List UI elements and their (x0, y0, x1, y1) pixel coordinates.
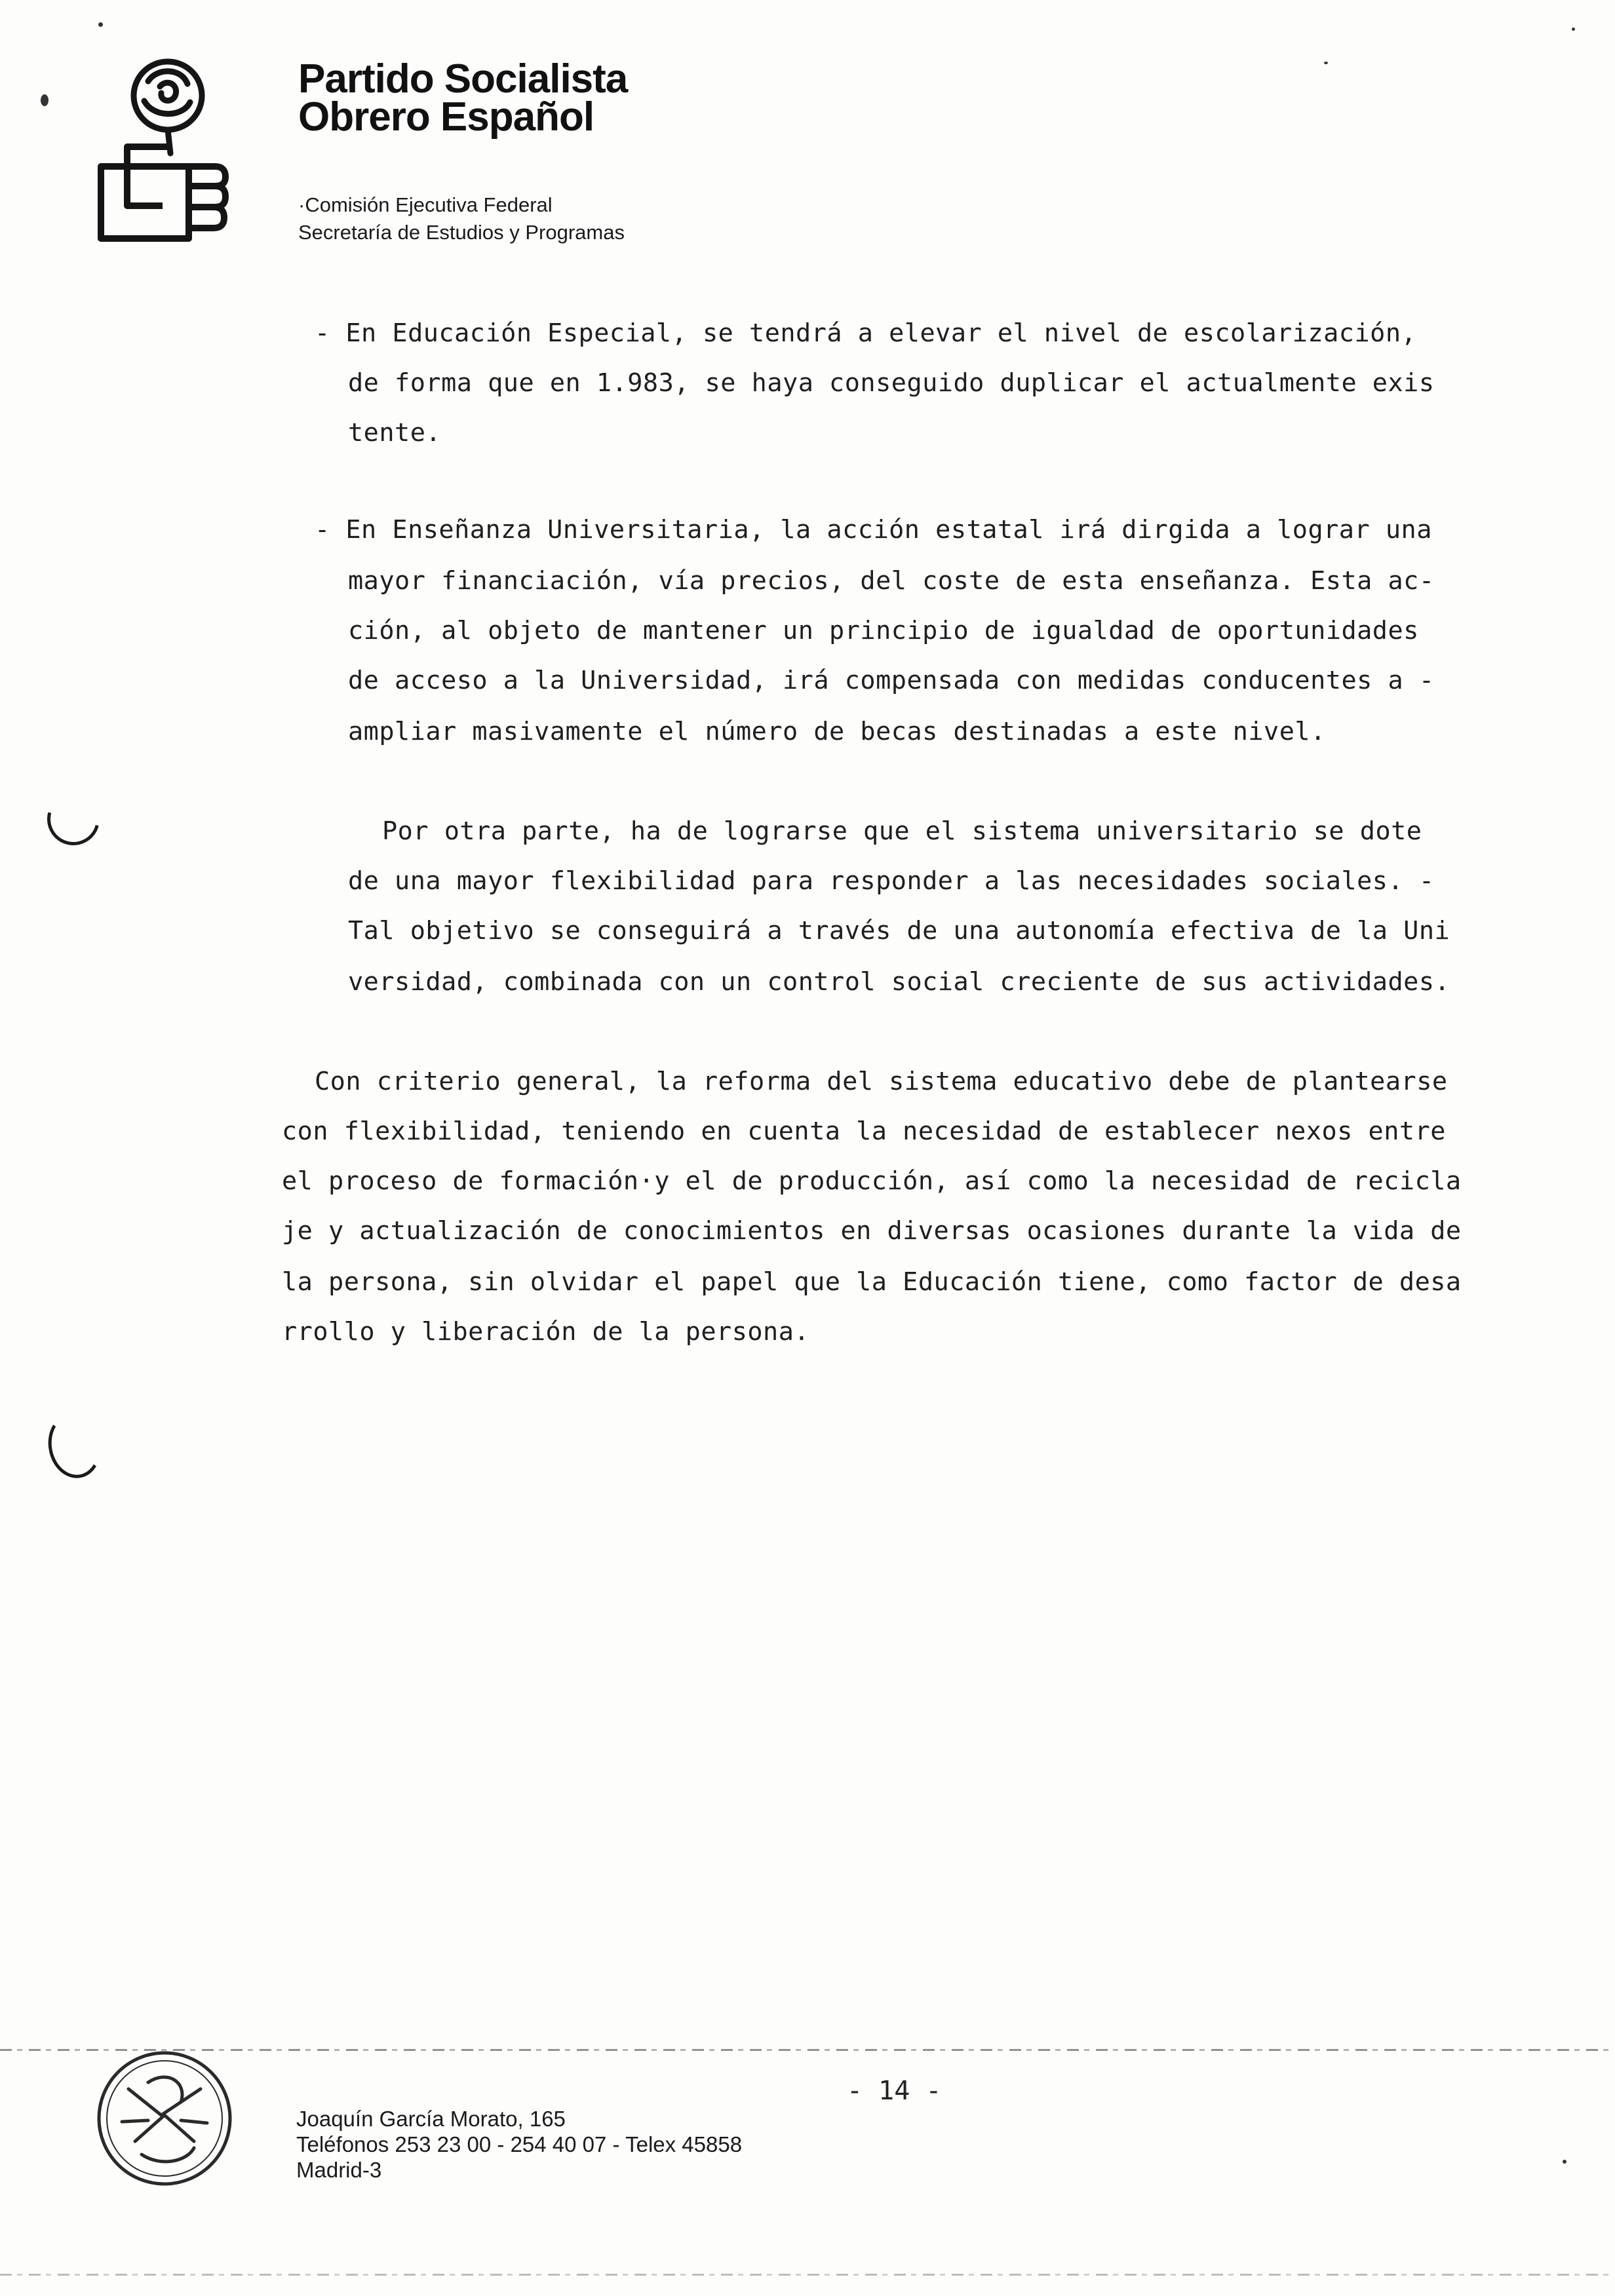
text-line: con flexibilidad, teniendo en cuenta la necesidad de establecer nexos entre (282, 1117, 1446, 1146)
text-line: la persona, sin olvidar el papel que la Educación tiene, como factor de desa (282, 1267, 1462, 1297)
text-line: de forma que en 1.983, se haya conseguido duplicar el actualmente exis (348, 368, 1435, 398)
scan-speck (98, 22, 103, 27)
scan-speck (1324, 62, 1328, 64)
address-line3: Madrid-3 (296, 2158, 382, 2182)
scan-speck (41, 94, 49, 106)
scan-mark (43, 1409, 106, 1482)
committee-line2: Secretaría de Estudios y Programas (298, 221, 625, 244)
scan-speck (1572, 28, 1575, 31)
text-line: versidad, combinada con un control social creciente de sus actividades. (348, 967, 1450, 997)
text-line: tente. (348, 418, 442, 448)
text-line: ción, al objeto de mantener un principio de igualdad de oportunidades (348, 616, 1419, 645)
text-line: rrollo y liberación de la persona. (282, 1317, 810, 1347)
text-line: - En Enseñanza Universitaria, la acción estatal irá dirgida a lograr una (315, 515, 1432, 545)
address-line2: Teléfonos 253 23 00 - 254 40 07 - Telex 45858 (296, 2132, 743, 2156)
text-line: el proceso de formación·y el de producción, así como la necesidad de recicla (282, 1166, 1462, 1196)
scan-speck (1563, 2160, 1566, 2164)
text-line: de una mayor flexibilidad para responder a las necesidades sociales. - (348, 866, 1435, 896)
bottom-edge-rule (0, 2274, 1615, 2276)
party-name (298, 56, 628, 140)
text-line: Por otra parte, ha de lograrse que el sistema universitario se dote (382, 816, 1422, 846)
text-line: Tal objetivo se conseguirá a través de una autonomía efectiva de la Uni (348, 916, 1450, 946)
party-name-line2: Obrero Español (298, 94, 594, 140)
committee-line1: ·Comisión Ejecutiva Federal (298, 193, 553, 216)
page-number: - 14 - (847, 2076, 942, 2106)
party-name-line1: Partido Socialista (298, 56, 628, 102)
text-line: - En Educación Especial, se tendrá a elevar el nivel de escolarización, (315, 318, 1417, 348)
address-line1: Joaquín García Morato, 165 (296, 2107, 566, 2131)
scan-mark (37, 783, 109, 854)
footer-divider (0, 2049, 1615, 2051)
text-line: Con criterio general, la reforma del sistema educativo debe de plantearse (315, 1067, 1448, 1096)
fist-and-rose-icon (90, 55, 231, 252)
text-line: ampliar masivamente el número de becas destinadas a este nivel. (348, 717, 1326, 746)
text-line: je y actualización de conocimientos en diversas ocasiones durante la vida de (282, 1216, 1462, 1246)
text-line: mayor financiación, vía precios, del coste de esta enseñanza. Esta ac- (348, 566, 1435, 596)
committee-heading (298, 191, 625, 246)
footer-address (296, 2106, 742, 2183)
circular-seal-icon (89, 2043, 240, 2194)
text-line: de acceso a la Universidad, irá compensada con medidas conducentes a - (348, 666, 1435, 695)
